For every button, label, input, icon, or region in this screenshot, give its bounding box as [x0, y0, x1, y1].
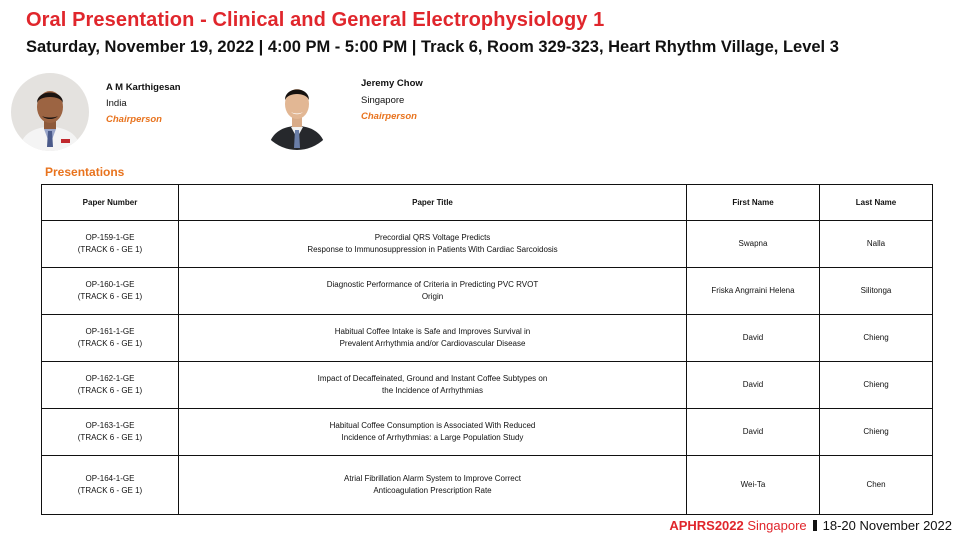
- table-header-row: [42, 185, 933, 221]
- table-row: [42, 456, 933, 515]
- presentations-table: [41, 184, 933, 515]
- paper-title-cell: Habitual Coffee Intake is Safe and Improves Survival in Prevalent Arrhythmia and/or Cardiovascular Disease: [179, 315, 687, 362]
- presentations-label: Presentations: [45, 165, 125, 179]
- paper-number-cell: OP-164-1-GE (TRACK 6 - GE 1): [42, 456, 179, 515]
- paper-number-cell: OP-161-1-GE (TRACK 6 - GE 1): [42, 315, 179, 362]
- chairperson-country: Singapore: [361, 95, 405, 106]
- last-name-cell: Chieng: [820, 409, 933, 456]
- paper-title-cell: Atrial Fibrillation Alarm System to Improve Correct Anticoagulation Prescription Rate: [179, 456, 687, 515]
- page-title: Oral Presentation - Clinical and General Electrophysiology 1: [26, 9, 605, 31]
- last-name-cell: Chieng: [820, 315, 933, 362]
- last-name-cell: Silitonga: [820, 268, 933, 315]
- paper-number-cell: OP-160-1-GE (TRACK 6 - GE 1): [42, 268, 179, 315]
- first-name-cell: Friska Angrraini Helena: [687, 268, 820, 315]
- column-header-paper-title: Paper Title: [179, 185, 687, 221]
- avatar: [258, 72, 336, 150]
- paper-title-cell: Diagnostic Performance of Criteria in Predicting PVC RVOT Origin: [179, 268, 687, 315]
- paper-number-cell: OP-162-1-GE (TRACK 6 - GE 1): [42, 362, 179, 409]
- column-header-last-name: Last Name: [820, 185, 933, 221]
- first-name-cell: David: [687, 409, 820, 456]
- session-details: Saturday, November 19, 2022 | 4:00 PM - 5:00 PM | Track 6, Room 329-323, Heart Rhythm Village, Level 3: [26, 38, 839, 56]
- first-name-cell: David: [687, 315, 820, 362]
- first-name-cell: David: [687, 362, 820, 409]
- event-brand: APHRS2022: [669, 518, 744, 533]
- event-footer: [669, 518, 952, 533]
- chairperson-role: Chairperson: [361, 111, 417, 122]
- first-name-cell: Swapna: [687, 221, 820, 268]
- paper-title-cell: Habitual Coffee Consumption is Associated With Reduced Incidence of Arrhythmias: a Large Population Study: [179, 409, 687, 456]
- paper-number-cell: OP-159-1-GE (TRACK 6 - GE 1): [42, 221, 179, 268]
- chairperson-country: India: [106, 98, 127, 109]
- paper-title-cell: Impact of Decaffeinated, Ground and Instant Coffee Subtypes on the Incidence of Arrhythmias: [179, 362, 687, 409]
- paper-title-cell: Precordial QRS Voltage Predicts Response to Immunosuppression in Patients With Cardiac Sarcoidosis: [179, 221, 687, 268]
- last-name-cell: Chen: [820, 456, 933, 515]
- footer-separator: [813, 520, 817, 531]
- column-header-first-name: First Name: [687, 185, 820, 221]
- event-city: Singapore: [743, 518, 807, 533]
- chairperson-role: Chairperson: [106, 114, 162, 125]
- table-row: [42, 315, 933, 362]
- event-dates: 18-20 November 2022: [822, 518, 952, 533]
- last-name-cell: Chieng: [820, 362, 933, 409]
- column-header-paper-number: Paper Number: [42, 185, 179, 221]
- paper-number-cell: OP-163-1-GE (TRACK 6 - GE 1): [42, 409, 179, 456]
- table-row: [42, 409, 933, 456]
- last-name-cell: Nalla: [820, 221, 933, 268]
- avatar: [11, 73, 89, 151]
- chairperson-name: A M Karthigesan: [106, 82, 181, 93]
- table-row: [42, 221, 933, 268]
- first-name-cell: Wei-Ta: [687, 456, 820, 515]
- table-row: [42, 362, 933, 409]
- table-row: [42, 268, 933, 315]
- chairperson-name: Jeremy Chow: [361, 78, 423, 89]
